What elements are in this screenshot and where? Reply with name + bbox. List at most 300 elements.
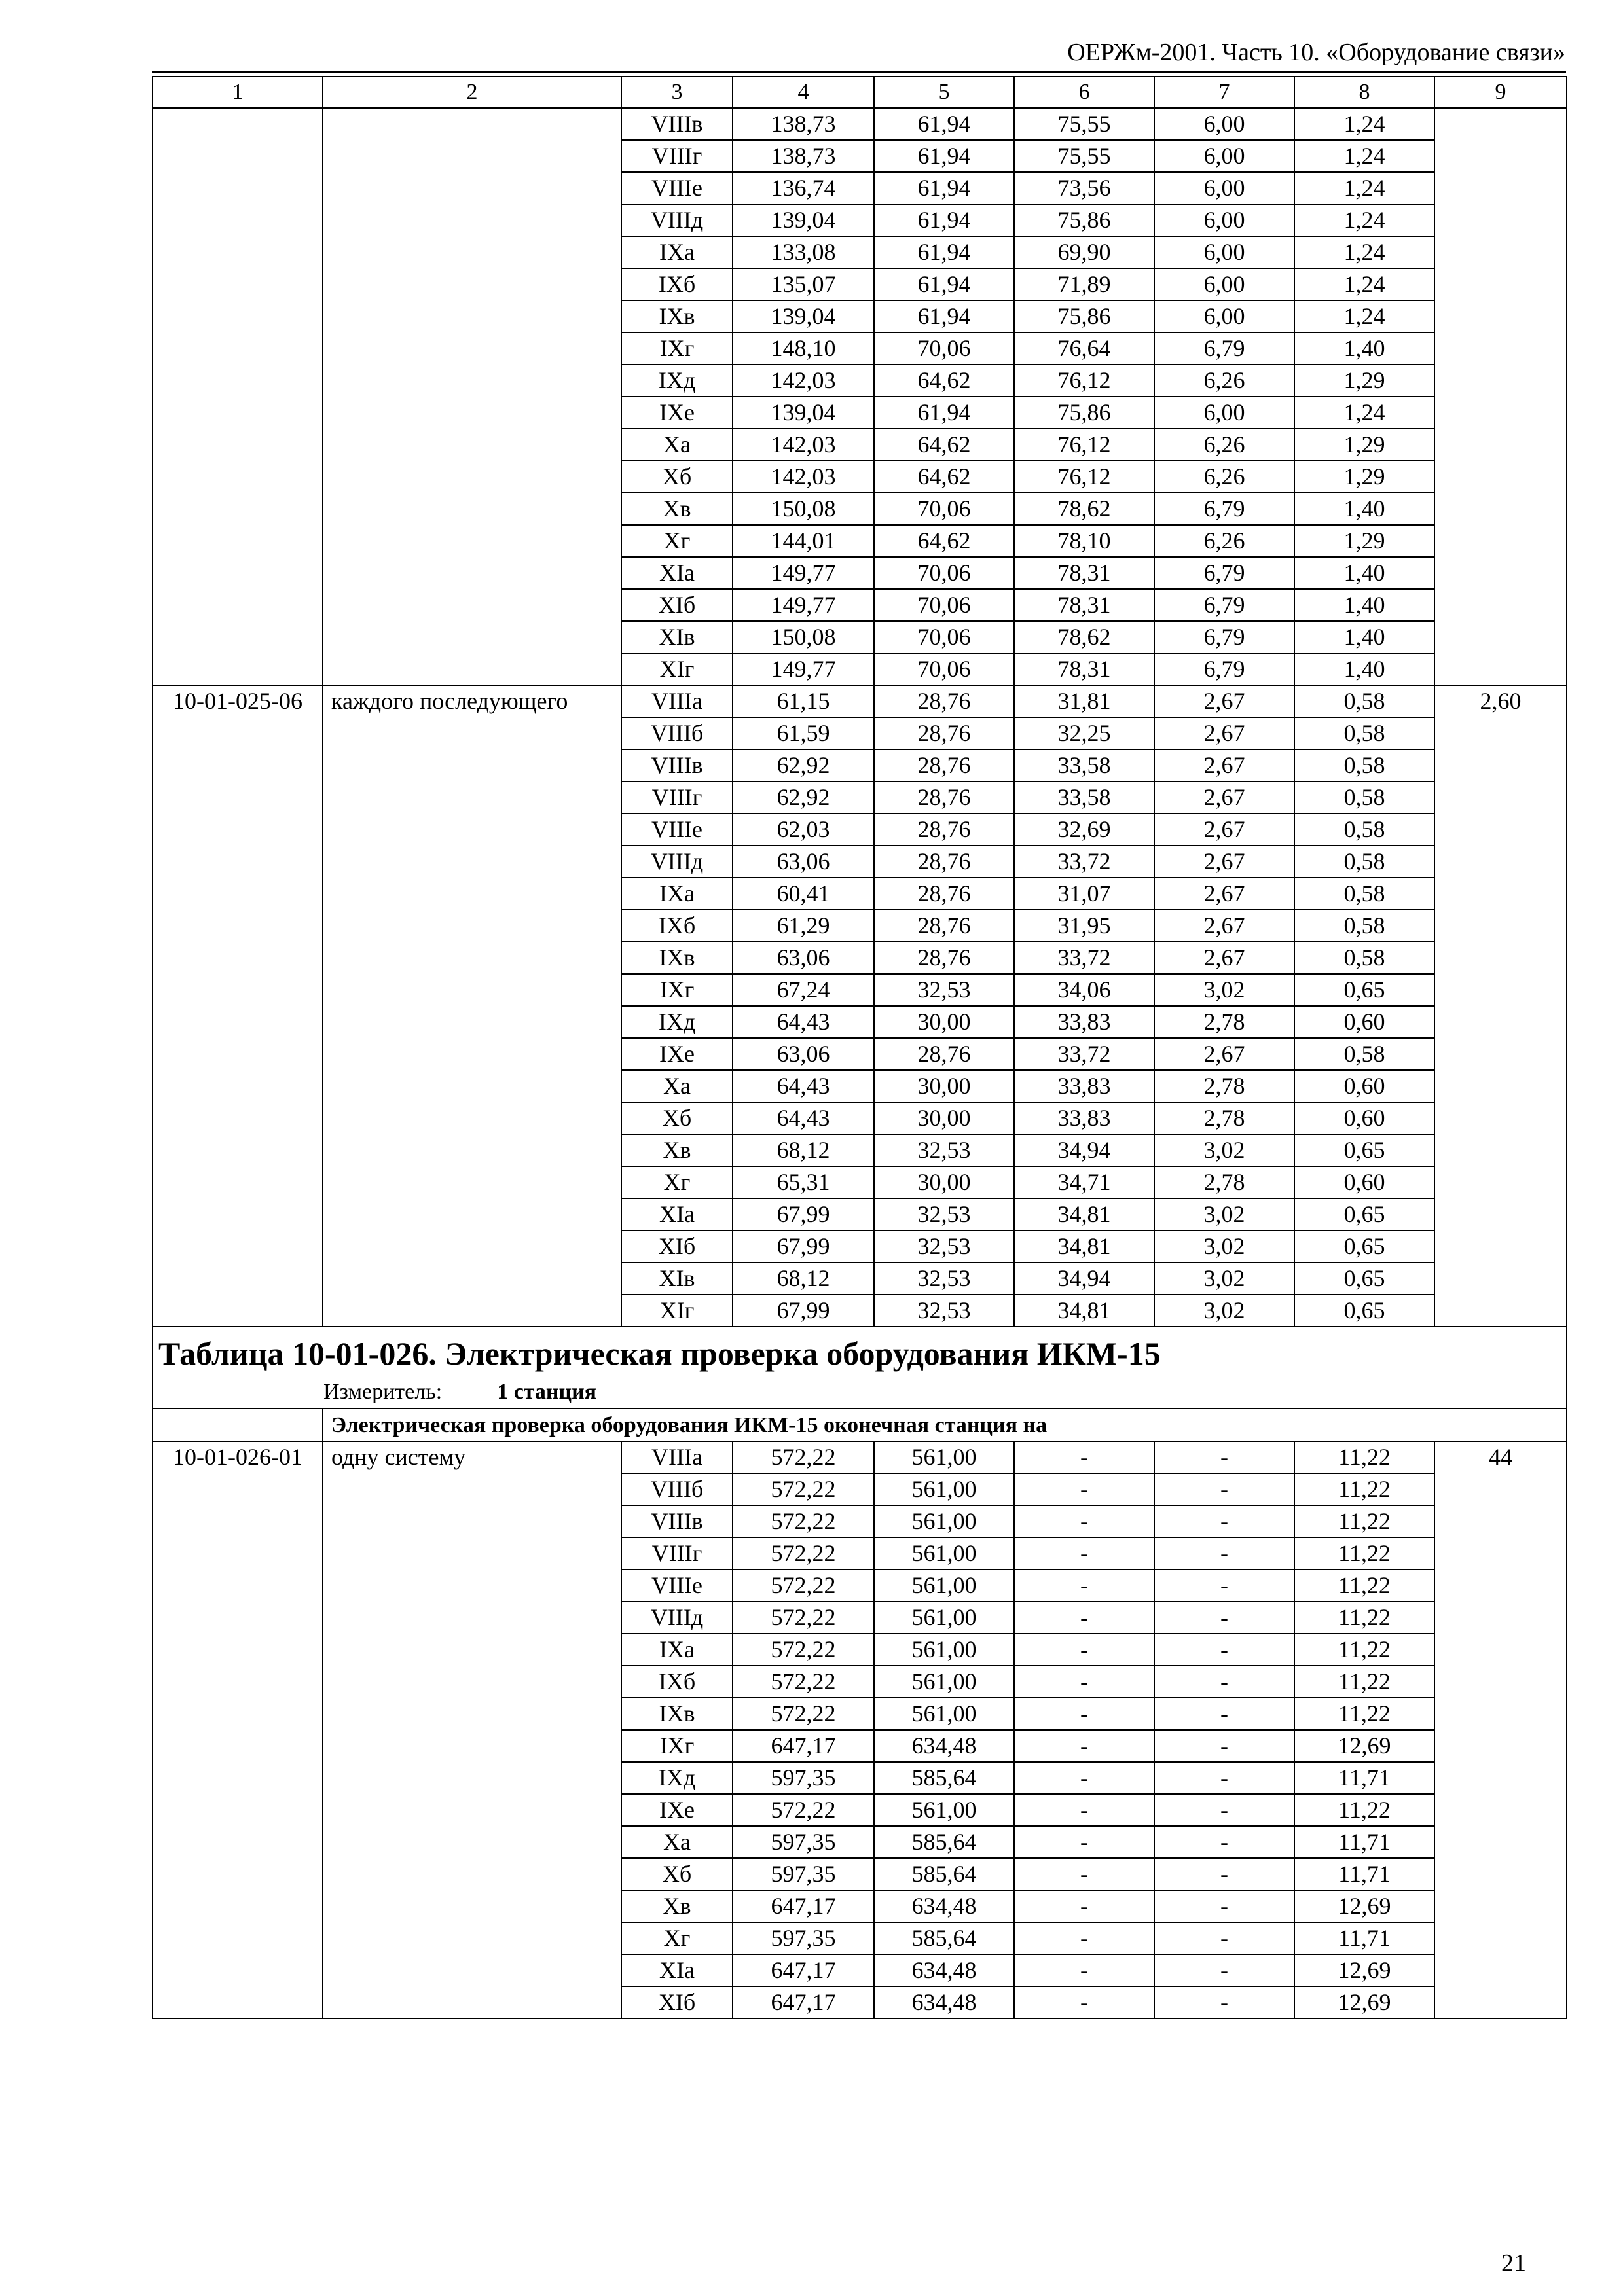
machinist-wage: 2,67 xyxy=(1154,942,1294,974)
total-cost: 647,17 xyxy=(733,1890,874,1922)
machinist-wage: - xyxy=(1154,1762,1294,1794)
materials-cost: 11,71 xyxy=(1294,1762,1434,1794)
total-cost: 63,06 xyxy=(733,1038,874,1070)
labor-cost: 28,76 xyxy=(874,749,1014,781)
materials-cost: 1,40 xyxy=(1294,332,1434,365)
labor-cost: 28,76 xyxy=(874,717,1014,749)
materials-cost: 1,29 xyxy=(1294,429,1434,461)
labor-cost: 32,53 xyxy=(874,1263,1014,1295)
machinist-wage: 6,26 xyxy=(1154,429,1294,461)
column-number: 9 xyxy=(1434,77,1567,108)
materials-cost: 1,40 xyxy=(1294,589,1434,621)
labor-norm xyxy=(1434,108,1567,685)
machine-cost: 76,12 xyxy=(1014,429,1154,461)
column-number: 1 xyxy=(153,77,323,108)
materials-cost: 1,24 xyxy=(1294,172,1434,204)
wage-class: Xв xyxy=(621,1890,733,1922)
wage-class: Xг xyxy=(621,525,733,557)
column-number-row xyxy=(153,77,1567,108)
wage-class: XIг xyxy=(621,653,733,685)
total-cost: 65,31 xyxy=(733,1166,874,1198)
machinist-wage: 2,67 xyxy=(1154,878,1294,910)
total-cost: 647,17 xyxy=(733,1986,874,2018)
labor-cost: 61,94 xyxy=(874,397,1014,429)
rate-code: 10-01-026-01 xyxy=(153,1441,323,2018)
machine-cost: - xyxy=(1014,1826,1154,1858)
machinist-wage: - xyxy=(1154,1826,1294,1858)
materials-cost: 11,22 xyxy=(1294,1570,1434,1602)
total-cost: 138,73 xyxy=(733,108,874,140)
machine-cost: - xyxy=(1014,1634,1154,1666)
machine-cost: 75,55 xyxy=(1014,108,1154,140)
rate-code xyxy=(153,108,323,685)
labor-cost: 561,00 xyxy=(874,1537,1014,1570)
machinist-wage: 6,79 xyxy=(1154,557,1294,589)
labor-cost: 30,00 xyxy=(874,1006,1014,1038)
table-row xyxy=(153,108,1567,140)
wage-class: VIIIг xyxy=(621,781,733,814)
total-cost: 572,22 xyxy=(733,1634,874,1666)
labor-cost: 561,00 xyxy=(874,1666,1014,1698)
materials-cost: 0,58 xyxy=(1294,878,1434,910)
materials-cost: 1,40 xyxy=(1294,493,1434,525)
machinist-wage: 2,78 xyxy=(1154,1070,1294,1102)
column-number: 7 xyxy=(1154,77,1294,108)
labor-cost: 561,00 xyxy=(874,1473,1014,1505)
wage-class: Xб xyxy=(621,1102,733,1134)
labor-cost: 70,06 xyxy=(874,557,1014,589)
machinist-wage: 2,67 xyxy=(1154,846,1294,878)
machine-cost: - xyxy=(1014,1986,1154,2018)
materials-cost: 0,60 xyxy=(1294,1102,1434,1134)
wage-class: IXа xyxy=(621,236,733,268)
total-cost: 150,08 xyxy=(733,493,874,525)
materials-cost: 0,65 xyxy=(1294,1134,1434,1166)
machinist-wage: 3,02 xyxy=(1154,1295,1294,1327)
labor-cost: 30,00 xyxy=(874,1070,1014,1102)
labor-cost: 634,48 xyxy=(874,1954,1014,1986)
materials-cost: 1,24 xyxy=(1294,108,1434,140)
total-cost: 144,01 xyxy=(733,525,874,557)
machine-cost: - xyxy=(1014,1954,1154,1986)
wage-class: Xв xyxy=(621,1134,733,1166)
machinist-wage: 6,00 xyxy=(1154,300,1294,332)
wage-class: IXв xyxy=(621,300,733,332)
machine-cost: - xyxy=(1014,1570,1154,1602)
materials-cost: 12,69 xyxy=(1294,1954,1434,1986)
machinist-wage: - xyxy=(1154,1505,1294,1537)
total-cost: 572,22 xyxy=(733,1602,874,1634)
labor-cost: 64,62 xyxy=(874,429,1014,461)
materials-cost: 12,69 xyxy=(1294,1986,1434,2018)
machinist-wage: 6,26 xyxy=(1154,461,1294,493)
machine-cost: 31,81 xyxy=(1014,685,1154,717)
wage-class: XIб xyxy=(621,589,733,621)
machine-cost: 33,83 xyxy=(1014,1070,1154,1102)
labor-cost: 28,76 xyxy=(874,685,1014,717)
machine-cost: 71,89 xyxy=(1014,268,1154,300)
total-cost: 136,74 xyxy=(733,172,874,204)
total-cost: 139,04 xyxy=(733,300,874,332)
meter-line xyxy=(158,1380,1561,1404)
machinist-wage: 6,00 xyxy=(1154,397,1294,429)
machinist-wage: - xyxy=(1154,1954,1294,1986)
total-cost: 62,92 xyxy=(733,749,874,781)
labor-cost: 634,48 xyxy=(874,1730,1014,1762)
wage-class: Xб xyxy=(621,1858,733,1890)
total-cost: 597,35 xyxy=(733,1858,874,1890)
machine-cost: 34,81 xyxy=(1014,1198,1154,1230)
machine-cost: - xyxy=(1014,1858,1154,1890)
table-row xyxy=(153,685,1567,717)
machine-cost: - xyxy=(1014,1922,1154,1954)
total-cost: 139,04 xyxy=(733,397,874,429)
machine-cost: - xyxy=(1014,1666,1154,1698)
wage-class: IXг xyxy=(621,332,733,365)
machine-cost: 32,69 xyxy=(1014,814,1154,846)
machine-cost: - xyxy=(1014,1473,1154,1505)
wage-class: XIа xyxy=(621,557,733,589)
total-cost: 572,22 xyxy=(733,1473,874,1505)
wage-class: XIб xyxy=(621,1230,733,1263)
labor-cost: 561,00 xyxy=(874,1505,1014,1537)
materials-cost: 11,22 xyxy=(1294,1634,1434,1666)
wage-class: XIв xyxy=(621,1263,733,1295)
total-cost: 597,35 xyxy=(733,1826,874,1858)
materials-cost: 0,65 xyxy=(1294,1263,1434,1295)
machine-cost: 34,71 xyxy=(1014,1166,1154,1198)
machinist-wage: - xyxy=(1154,1890,1294,1922)
machine-cost: - xyxy=(1014,1890,1154,1922)
materials-cost: 1,40 xyxy=(1294,621,1434,653)
machinist-wage: 2,78 xyxy=(1154,1102,1294,1134)
wage-class: VIIIг xyxy=(621,140,733,172)
labor-cost: 561,00 xyxy=(874,1602,1014,1634)
labor-cost: 64,62 xyxy=(874,461,1014,493)
total-cost: 64,43 xyxy=(733,1006,874,1038)
materials-cost: 1,24 xyxy=(1294,204,1434,236)
wage-class: IXб xyxy=(621,910,733,942)
machinist-wage: 6,00 xyxy=(1154,172,1294,204)
machinist-wage: 6,26 xyxy=(1154,365,1294,397)
total-cost: 572,22 xyxy=(733,1794,874,1826)
machine-cost: - xyxy=(1014,1537,1154,1570)
machinist-wage: 2,78 xyxy=(1154,1166,1294,1198)
labor-cost: 585,64 xyxy=(874,1858,1014,1890)
machinist-wage: - xyxy=(1154,1473,1294,1505)
materials-cost: 1,24 xyxy=(1294,268,1434,300)
machine-cost: 78,31 xyxy=(1014,589,1154,621)
total-cost: 597,35 xyxy=(733,1762,874,1794)
wage-class: IXб xyxy=(621,1666,733,1698)
wage-class: Xа xyxy=(621,1070,733,1102)
labor-cost: 28,76 xyxy=(874,814,1014,846)
materials-cost: 0,58 xyxy=(1294,814,1434,846)
machinist-wage: 3,02 xyxy=(1154,1198,1294,1230)
wage-class: Xб xyxy=(621,461,733,493)
machinist-wage: 2,67 xyxy=(1154,685,1294,717)
wage-class: VIIIв xyxy=(621,1505,733,1537)
total-cost: 572,22 xyxy=(733,1505,874,1537)
total-cost: 139,04 xyxy=(733,204,874,236)
wage-class: IXе xyxy=(621,1038,733,1070)
table-title-cell xyxy=(153,1327,1567,1408)
machinist-wage: - xyxy=(1154,1922,1294,1954)
machine-cost: 33,72 xyxy=(1014,942,1154,974)
section-heading-row xyxy=(153,1408,1567,1441)
materials-cost: 0,58 xyxy=(1294,846,1434,878)
machinist-wage: - xyxy=(1154,1634,1294,1666)
wage-class: VIIIе xyxy=(621,814,733,846)
labor-cost: 32,53 xyxy=(874,1198,1014,1230)
wage-class: IXе xyxy=(621,1794,733,1826)
materials-cost: 0,58 xyxy=(1294,1038,1434,1070)
column-number: 4 xyxy=(733,77,874,108)
machinist-wage: 2,67 xyxy=(1154,910,1294,942)
machinist-wage: - xyxy=(1154,1794,1294,1826)
total-cost: 62,92 xyxy=(733,781,874,814)
total-cost: 572,22 xyxy=(733,1570,874,1602)
machine-cost: - xyxy=(1014,1794,1154,1826)
total-cost: 138,73 xyxy=(733,140,874,172)
machine-cost: 31,95 xyxy=(1014,910,1154,942)
total-cost: 67,24 xyxy=(733,974,874,1006)
wage-class: IXв xyxy=(621,942,733,974)
materials-cost: 11,22 xyxy=(1294,1666,1434,1698)
materials-cost: 11,22 xyxy=(1294,1537,1434,1570)
materials-cost: 1,24 xyxy=(1294,236,1434,268)
column-number: 8 xyxy=(1294,77,1434,108)
total-cost: 64,43 xyxy=(733,1070,874,1102)
machinist-wage: 2,78 xyxy=(1154,1006,1294,1038)
materials-cost: 11,71 xyxy=(1294,1858,1434,1890)
materials-cost: 1,40 xyxy=(1294,557,1434,589)
wage-class: IXб xyxy=(621,268,733,300)
machine-cost: 78,10 xyxy=(1014,525,1154,557)
section-heading: Электрическая проверка оборудования ИКМ-15 оконечная станция на xyxy=(323,1408,1567,1441)
labor-cost: 70,06 xyxy=(874,653,1014,685)
labor-cost: 28,76 xyxy=(874,846,1014,878)
machine-cost: 33,58 xyxy=(1014,781,1154,814)
machine-cost: - xyxy=(1014,1505,1154,1537)
wage-class: IXа xyxy=(621,1634,733,1666)
labor-cost: 61,94 xyxy=(874,236,1014,268)
machine-cost: - xyxy=(1014,1730,1154,1762)
wage-class: IXд xyxy=(621,1006,733,1038)
machinist-wage: 2,67 xyxy=(1154,749,1294,781)
machinist-wage: 6,00 xyxy=(1154,268,1294,300)
materials-cost: 12,69 xyxy=(1294,1730,1434,1762)
labor-cost: 32,53 xyxy=(874,1230,1014,1263)
section-heading-blank xyxy=(153,1408,323,1441)
machine-cost: 78,62 xyxy=(1014,621,1154,653)
machine-cost: 78,62 xyxy=(1014,493,1154,525)
wage-class: VIIIв xyxy=(621,108,733,140)
rates-table xyxy=(152,76,1567,2019)
work-name: одну систему xyxy=(323,1441,621,2018)
labor-cost: 634,48 xyxy=(874,1890,1014,1922)
wage-class: IXд xyxy=(621,1762,733,1794)
wage-class: VIIIб xyxy=(621,1473,733,1505)
materials-cost: 1,24 xyxy=(1294,397,1434,429)
machinist-wage: - xyxy=(1154,1698,1294,1730)
machine-cost: - xyxy=(1014,1602,1154,1634)
total-cost: 61,29 xyxy=(733,910,874,942)
total-cost: 64,43 xyxy=(733,1102,874,1134)
total-cost: 61,15 xyxy=(733,685,874,717)
wage-class: XIб xyxy=(621,1986,733,2018)
machinist-wage: 6,00 xyxy=(1154,140,1294,172)
total-cost: 572,22 xyxy=(733,1666,874,1698)
machinist-wage: 3,02 xyxy=(1154,1263,1294,1295)
wage-class: Xв xyxy=(621,493,733,525)
machinist-wage: - xyxy=(1154,1441,1294,1473)
table-row xyxy=(153,1441,1567,1473)
materials-cost: 1,24 xyxy=(1294,140,1434,172)
labor-cost: 70,06 xyxy=(874,493,1014,525)
machinist-wage: 6,00 xyxy=(1154,236,1294,268)
materials-cost: 1,40 xyxy=(1294,653,1434,685)
labor-cost: 32,53 xyxy=(874,1134,1014,1166)
labor-cost: 32,53 xyxy=(874,974,1014,1006)
total-cost: 149,77 xyxy=(733,557,874,589)
labor-cost: 61,94 xyxy=(874,204,1014,236)
machinist-wage: - xyxy=(1154,1666,1294,1698)
labor-cost: 28,76 xyxy=(874,878,1014,910)
total-cost: 67,99 xyxy=(733,1230,874,1263)
machine-cost: 31,07 xyxy=(1014,878,1154,910)
materials-cost: 0,58 xyxy=(1294,781,1434,814)
machinist-wage: 3,02 xyxy=(1154,1134,1294,1166)
machine-cost: 34,94 xyxy=(1014,1263,1154,1295)
labor-cost: 30,00 xyxy=(874,1102,1014,1134)
materials-cost: 1,24 xyxy=(1294,300,1434,332)
materials-cost: 11,71 xyxy=(1294,1922,1434,1954)
wage-class: IXд xyxy=(621,365,733,397)
page-header: ОЕРЖм-2001. Часть 10. «Оборудование связи» xyxy=(1067,39,1565,66)
machine-cost: 78,31 xyxy=(1014,557,1154,589)
materials-cost: 11,22 xyxy=(1294,1441,1434,1473)
total-cost: 647,17 xyxy=(733,1954,874,1986)
wage-class: IXв xyxy=(621,1698,733,1730)
total-cost: 142,03 xyxy=(733,365,874,397)
labor-norm: 2,60 xyxy=(1434,685,1567,1327)
total-cost: 68,12 xyxy=(733,1134,874,1166)
materials-cost: 1,29 xyxy=(1294,525,1434,557)
machine-cost: 76,12 xyxy=(1014,461,1154,493)
machine-cost: 76,64 xyxy=(1014,332,1154,365)
labor-cost: 585,64 xyxy=(874,1826,1014,1858)
labor-cost: 28,76 xyxy=(874,781,1014,814)
labor-cost: 61,94 xyxy=(874,268,1014,300)
work-name: каждого последующего xyxy=(323,685,621,1327)
machinist-wage: 6,26 xyxy=(1154,525,1294,557)
total-cost: 597,35 xyxy=(733,1922,874,1954)
wage-class: XIг xyxy=(621,1295,733,1327)
wage-class: VIIIа xyxy=(621,1441,733,1473)
header-rule xyxy=(152,71,1566,73)
machinist-wage: 2,67 xyxy=(1154,717,1294,749)
column-number: 5 xyxy=(874,77,1014,108)
materials-cost: 11,22 xyxy=(1294,1602,1434,1634)
labor-cost: 561,00 xyxy=(874,1794,1014,1826)
labor-cost: 561,00 xyxy=(874,1570,1014,1602)
labor-cost: 61,94 xyxy=(874,108,1014,140)
total-cost: 647,17 xyxy=(733,1730,874,1762)
wage-class: VIIIе xyxy=(621,1570,733,1602)
materials-cost: 12,69 xyxy=(1294,1890,1434,1922)
total-cost: 135,07 xyxy=(733,268,874,300)
wage-class: Xа xyxy=(621,1826,733,1858)
total-cost: 149,77 xyxy=(733,589,874,621)
table-title-row xyxy=(153,1327,1567,1408)
materials-cost: 0,58 xyxy=(1294,942,1434,974)
labor-cost: 70,06 xyxy=(874,332,1014,365)
machinist-wage: - xyxy=(1154,1730,1294,1762)
wage-class: VIIIб xyxy=(621,717,733,749)
total-cost: 150,08 xyxy=(733,621,874,653)
machine-cost: 34,94 xyxy=(1014,1134,1154,1166)
labor-cost: 634,48 xyxy=(874,1986,1014,2018)
machine-cost: 32,25 xyxy=(1014,717,1154,749)
materials-cost: 0,65 xyxy=(1294,1295,1434,1327)
materials-cost: 0,58 xyxy=(1294,717,1434,749)
machine-cost: 73,56 xyxy=(1014,172,1154,204)
total-cost: 149,77 xyxy=(733,653,874,685)
machinist-wage: 6,79 xyxy=(1154,653,1294,685)
machine-cost: 34,81 xyxy=(1014,1295,1154,1327)
machine-cost: 34,06 xyxy=(1014,974,1154,1006)
wage-class: VIIIд xyxy=(621,1602,733,1634)
materials-cost: 0,58 xyxy=(1294,749,1434,781)
meter-unit: 1 станция xyxy=(497,1380,597,1404)
total-cost: 68,12 xyxy=(733,1263,874,1295)
wage-class: VIIIд xyxy=(621,204,733,236)
wage-class: VIIIа xyxy=(621,685,733,717)
machine-cost: - xyxy=(1014,1441,1154,1473)
machinist-wage: 6,00 xyxy=(1154,108,1294,140)
table-title: Таблица 10-01-026. Электрическая проверка оборудования ИКМ-15 xyxy=(158,1335,1161,1372)
machine-cost: - xyxy=(1014,1698,1154,1730)
materials-cost: 0,60 xyxy=(1294,1070,1434,1102)
machine-cost: 75,86 xyxy=(1014,300,1154,332)
total-cost: 61,59 xyxy=(733,717,874,749)
wage-class: Xг xyxy=(621,1922,733,1954)
materials-cost: 11,22 xyxy=(1294,1794,1434,1826)
labor-cost: 28,76 xyxy=(874,910,1014,942)
wage-class: VIIIе xyxy=(621,172,733,204)
wage-class: XIв xyxy=(621,621,733,653)
machinist-wage: 2,67 xyxy=(1154,781,1294,814)
meter-label: Измеритель: xyxy=(323,1380,443,1404)
machine-cost: 33,83 xyxy=(1014,1006,1154,1038)
labor-cost: 585,64 xyxy=(874,1922,1014,1954)
machinist-wage: - xyxy=(1154,1602,1294,1634)
machine-cost: 69,90 xyxy=(1014,236,1154,268)
materials-cost: 0,65 xyxy=(1294,1230,1434,1263)
machine-cost: 75,86 xyxy=(1014,204,1154,236)
machine-cost: - xyxy=(1014,1762,1154,1794)
labor-cost: 561,00 xyxy=(874,1441,1014,1473)
machine-cost: 78,31 xyxy=(1014,653,1154,685)
materials-cost: 1,29 xyxy=(1294,461,1434,493)
rate-code: 10-01-025-06 xyxy=(153,685,323,1327)
machinist-wage: 6,00 xyxy=(1154,204,1294,236)
wage-class: IXа xyxy=(621,878,733,910)
wage-class: XIа xyxy=(621,1198,733,1230)
wage-class: Xа xyxy=(621,429,733,461)
total-cost: 142,03 xyxy=(733,461,874,493)
